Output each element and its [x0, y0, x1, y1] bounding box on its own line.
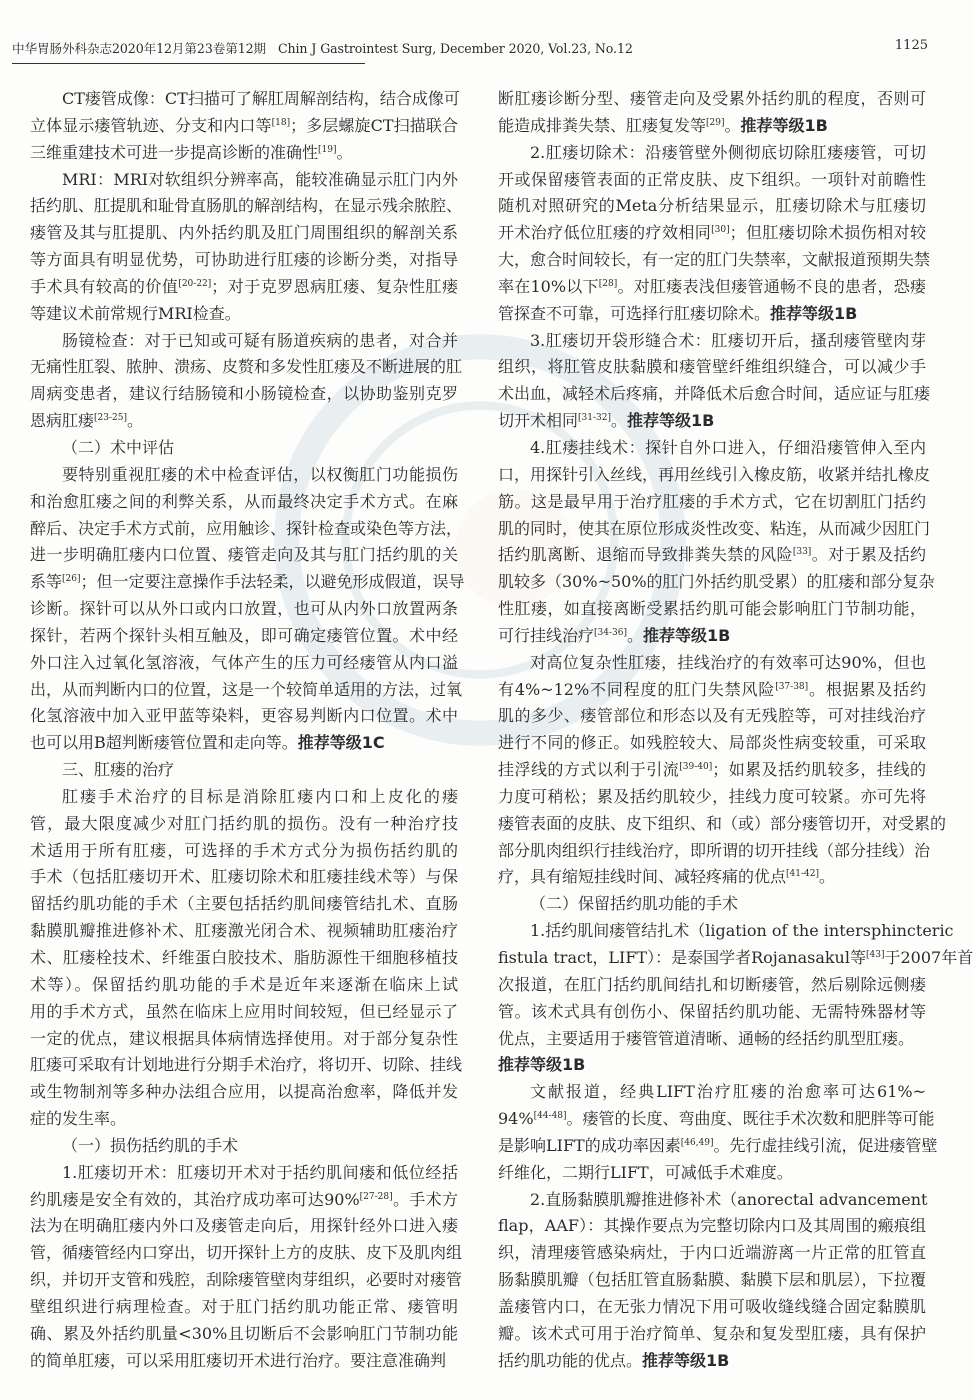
section-heading: [30, 757, 458, 784]
text-line: [30, 945, 458, 972]
citation-reference: [39-40]: [679, 762, 713, 773]
text-line: [498, 784, 926, 811]
body-text: 进行不同的修正。如残腔较大、局部炎性病变较重，可采取: [498, 733, 926, 753]
body-text: 对高位复杂性肛瘘，挂线治疗的有效率可达90%，但也: [530, 652, 926, 672]
citation-reference: [27-28]: [359, 1191, 393, 1202]
paragraph: [30, 462, 465, 757]
text-line: [30, 864, 458, 891]
body-text: CT瘘管成像：CT扫描可了解肛周解剖结构，结合成像可: [62, 89, 460, 108]
body-text: 于2007年首: [884, 948, 973, 967]
body-text: 。手术方: [392, 1189, 458, 1209]
body-text: （二）术中评估: [62, 437, 175, 457]
text-line: [30, 811, 458, 838]
text-line: [30, 1267, 463, 1294]
journal-title-cn: 中华胃肠外科杂志2020年12月第23卷第12期: [12, 41, 267, 56]
citation-reference: [29]: [706, 117, 725, 128]
body-text: 的简单肛瘘，可以采用肛瘘切开术进行治疗。要注意准确判: [30, 1350, 447, 1370]
text-line: [498, 542, 926, 569]
text-line: [30, 1321, 458, 1348]
text-line: [30, 489, 458, 516]
text-line: [498, 703, 926, 730]
citation-reference: [46,49]: [680, 1137, 714, 1148]
paragraph: [30, 167, 463, 328]
body-text: 和治愈肛瘘之间的利弊关系，从而最终决定手术方式。在麻: [30, 491, 458, 511]
body-text: 周病变患者，建议行结肠镜和小肠镜检查，以协助鉴别克罗: [30, 384, 458, 404]
body-text: 织，并切开支管和残腔，刮除瘘管壁肉芽组织，必要时对瘘管: [30, 1270, 463, 1290]
recommendation-grade: 推荐等级1B: [498, 1055, 586, 1075]
body-text: 94%: [498, 1109, 534, 1129]
text-line: [498, 677, 926, 704]
body-text: 。根据累及括约: [808, 679, 926, 699]
paragraph: [30, 86, 458, 167]
section-heading: [30, 435, 458, 462]
body-text: 用的手术方式，虽然在临床上应用时间较短，但已经显示了: [30, 1001, 458, 1021]
text-line: [498, 167, 926, 194]
text-line: [30, 677, 463, 704]
body-text: 疗，具有缩短挂线时间、减轻疼痛的优点: [498, 867, 787, 887]
text-line: [30, 381, 458, 408]
text-line: [30, 1187, 458, 1214]
text-line: [30, 1160, 458, 1187]
body-text: 可行挂线治疗: [498, 625, 595, 645]
text-line: [498, 596, 926, 623]
text-line: [498, 1240, 926, 1267]
body-text: ；但肛瘘切除术损伤相对较: [729, 223, 926, 243]
body-text: 大，愈合时间较长，有一定的肛门失禁率，文献报道预期失禁: [498, 250, 931, 270]
body-text: 症的发生率。: [30, 1109, 127, 1129]
body-text: 术、肛瘘栓技术、纤维蛋白胶技术、脂肪源性干细胞移植技: [30, 948, 458, 967]
body-text: 。先行虚挂线引流，促进瘘管壁: [713, 1135, 938, 1155]
body-text: 力度可稍松；累及括约肌较少，挂线力度可较紧。亦可先将: [498, 786, 926, 806]
text-line: [30, 140, 458, 167]
body-text: 外口注入过氧化氢溶液，气体产生的压力可经瘘管从内口溢: [30, 652, 458, 672]
text-line: [30, 569, 465, 596]
paragraph: [498, 918, 973, 1052]
body-text: 。: [126, 411, 143, 431]
body-text: 约肌瘘是安全有效的，其治疗成功率可达90%: [30, 1189, 360, 1209]
body-text: 壁组织进行病理检查。对于肛门括约肌功能正常、瘘管明: [30, 1296, 458, 1316]
body-text: 术适用于所有肛瘘，可选择的手术方式分为损伤括约肌的: [30, 840, 458, 860]
text-line: [498, 1294, 926, 1321]
text-line: [30, 274, 458, 301]
body-text: 口，用探针引入丝线，再用丝线引入橡皮筋，收紧并结扎橡皮: [498, 464, 931, 484]
body-text: 1.肛瘘切开术：肛瘘切开术对于括约肌间瘘和低位经括: [62, 1162, 458, 1182]
body-text: 系等: [30, 572, 63, 592]
text-line: [498, 247, 931, 274]
body-text: 。对肛瘘表浅但瘘管通畅不良的患者，恐瘘: [617, 276, 926, 296]
paragraph: [30, 328, 463, 435]
text-line: [30, 999, 458, 1026]
body-text: 率在10%以下: [498, 276, 599, 296]
citation-reference: [34-36]: [594, 627, 627, 638]
body-text: ；但一定要注意操作手法轻柔，以避免形成假道，误导: [80, 572, 465, 592]
text-line: [498, 354, 926, 381]
text-line: [30, 167, 458, 194]
body-text: MRI：MRI对软组织分辨率高，能较准确显示肛门内外: [62, 169, 458, 189]
recommendation-grade: 推荐等级1B: [770, 303, 858, 323]
body-text: 术出血，减轻术后疼痛，并降低术后愈合时间，适应证与肛瘘: [498, 384, 931, 404]
body-text: 开术治疗低位肛瘘的疗效相同: [498, 223, 712, 243]
text-line: [498, 408, 926, 435]
text-line: [498, 1079, 926, 1106]
text-line: [498, 1267, 926, 1294]
body-text: 2.直肠黏膜肌瓣推进修补术（anorectal advancement: [530, 1189, 928, 1209]
body-text: 探针，若两个探针头相互触及，即可确定瘘管位置。术中经: [30, 625, 458, 645]
section-heading: [30, 1133, 458, 1160]
text-line: [498, 274, 926, 301]
text-line: [30, 86, 458, 113]
body-text: 切开术相同: [498, 411, 579, 431]
body-text: 肛瘘可采取有计划地进行分期手术治疗，将切开、切除、挂线: [30, 1055, 463, 1075]
body-text: ；对于克罗恩病肛瘘、复杂性肛瘘: [211, 276, 458, 296]
journal-title-en: Chin J Gastrointest Surg, December 2020, Vol.23, No.12: [277, 41, 633, 56]
paragraph: [30, 784, 463, 1133]
text-line: [498, 1133, 938, 1160]
text-line: [30, 301, 458, 328]
text-line: [30, 1240, 463, 1267]
paragraph: [30, 1160, 463, 1375]
body-text: 等方面具有明显优势，可协助进行肛瘘的诊断分类，对指导: [30, 250, 458, 270]
text-line: [30, 918, 458, 945]
body-text: 要特别重视肛瘘的术中检查评估，以权衡肛门功能损伤: [62, 464, 458, 484]
text-line: [498, 1321, 926, 1348]
paragraph: [498, 86, 926, 140]
body-text: 醉后、决定手术方式前，应用触诊、探针检查或染色等方法，: [30, 518, 463, 538]
text-line: [498, 1348, 926, 1375]
body-text: 织，清理瘘管感染病灶，于内口近端游离一片正常的肛管直: [498, 1243, 926, 1263]
citation-reference: [44-48]: [533, 1111, 567, 1122]
body-text: 。: [610, 411, 627, 431]
body-text: 确、累及外括约肌量<30%且切断后不会影响肛门节制功能: [30, 1323, 458, 1343]
text-line: [30, 972, 458, 999]
paragraph: [498, 1079, 938, 1186]
body-text: 化氢溶液中加入亚甲蓝等染料，更容易判断内口位置。术中: [30, 706, 458, 726]
body-text: 能造成排粪失禁、肛瘘复发等: [498, 115, 707, 135]
body-text: 进一步明确肛瘘内口位置、瘘管走向及其与肛门括约肌的关: [30, 545, 458, 565]
text-line: [30, 838, 458, 865]
text-line: [498, 113, 926, 140]
body-text: 文献报道，经典LIFT治疗肛瘘的治愈率可达61%~: [530, 1082, 926, 1102]
text-line: [498, 623, 926, 650]
citation-reference: [30]: [711, 225, 730, 236]
text-line: [498, 489, 926, 516]
right-column: [498, 86, 973, 1375]
citation-reference: [43]: [865, 950, 885, 960]
body-text: （一）损伤括约肌的手术: [62, 1135, 239, 1155]
text-line: [30, 891, 458, 918]
text-line: [30, 757, 458, 784]
body-text: 部分肌肉组织行挂线治疗，即所谓的切开挂线（部分挂线）治: [498, 840, 931, 860]
body-text: 诊断。探针可以从外口或内口放置，也可从内外口放置两条: [30, 599, 458, 619]
text-line: [30, 596, 458, 623]
citation-reference: [26]: [62, 574, 81, 585]
body-text: 肌的同时，使其在原位形成炎性改变、粘连，从而减少因肛门: [498, 518, 931, 538]
text-line: [30, 462, 458, 489]
body-text: 无痛性肛裂、脓肿、溃疡、皮赘和多发性肛瘘及不断进展的肛: [30, 357, 463, 377]
text-line: [30, 623, 458, 650]
body-text: 或生物制剂等多种办法组合应用，以提高治愈率，降低并发: [30, 1082, 458, 1102]
text-line: [498, 1106, 935, 1133]
body-text: 术等）。保留括约肌功能的手术是近年来逐渐在临床上试: [30, 974, 458, 994]
text-line: [30, 1294, 458, 1321]
paragraph: [498, 328, 931, 435]
body-text: 瓣。该术式可用于治疗简单、复杂和复发型肛瘘，具有保护: [498, 1323, 926, 1343]
text-line: [30, 113, 458, 140]
body-text: 三、肛瘘的治疗: [62, 760, 175, 780]
body-text: 。: [336, 142, 353, 162]
body-text: 三维重建技术可进一步提高诊断的准确性: [30, 142, 319, 162]
text-line: [30, 193, 463, 220]
body-text: 。对于累及括约: [811, 545, 926, 565]
body-text: 管探查不可靠，可选择行肛瘘切除术。: [498, 303, 771, 323]
text-line: [498, 891, 926, 918]
text-line: [498, 462, 931, 489]
body-text: 法为在明确肛瘘内外口及瘘管走向后，用探针经外口进入瘘: [30, 1216, 458, 1236]
body-text: 1.括约肌间瘘管结扎术（ligation of the intersphincteric: [530, 921, 954, 941]
running-head: [12, 38, 633, 64]
citation-reference: [20-22]: [178, 278, 212, 289]
recommendation-grade: 推荐等级1B: [643, 625, 731, 645]
text-line: [498, 193, 926, 220]
body-text: 留括约肌功能的手术（主要包括括约肌间瘘管结扎术、直肠: [30, 894, 458, 914]
body-text: 筋。这是最早用于治疗肛瘘的手术方式，它在切割肛门括约: [498, 491, 926, 511]
recommendation-grade: 推荐等级1B: [740, 115, 828, 135]
body-text: 管，最大限度减少对肛门括约肌的损伤。没有一种治疗技: [30, 813, 458, 833]
body-text: 是影响LIFT的成功率因素: [498, 1135, 681, 1155]
text-line: [498, 435, 926, 462]
body-text: 也可以用B超判断瘘管位置和走向等。: [30, 733, 298, 753]
body-text: 瘘管表面的皮肤、皮下组织、和（或）部分瘘管切开，对受累的: [498, 813, 947, 833]
body-text: 次报道，在肛门括约肌间结扎和切断瘘管，然后剔除远侧瘘: [498, 974, 926, 994]
citation-reference: [33]: [792, 547, 812, 558]
text-line: [30, 1106, 458, 1133]
body-text: 2.肛瘘切除术：沿瘘管壁外侧彻底切除肛瘘瘘管，可切: [530, 142, 926, 162]
recommendation-grade: 推荐等级1B: [627, 411, 715, 431]
citation-reference: [18]: [271, 117, 291, 128]
body-text: 括约肌功能的优点。: [498, 1350, 643, 1370]
text-line: [498, 757, 926, 784]
body-text: 。瘘管的长度、弯曲度、既往手术次数和肥胖等可能: [566, 1109, 935, 1129]
text-line: [30, 328, 458, 355]
text-line: [498, 1052, 926, 1079]
body-text: 等建议术前常规行MRI检查。: [30, 303, 241, 323]
body-text: flap，AAF）：其操作要点为完整切除内口及其周围的瘢痕组: [498, 1216, 926, 1236]
text-line: [30, 703, 458, 730]
paragraph: [498, 1187, 926, 1375]
body-text: 3.肛瘘切开袋形缝合术：肛瘘切开后，搔刮瘘管壁肉芽: [530, 330, 926, 350]
text-line: [498, 811, 947, 838]
citation-reference: [37-38]: [775, 681, 809, 692]
text-line: [30, 1079, 458, 1106]
text-line: [30, 650, 458, 677]
left-column: [30, 86, 465, 1375]
text-line: [498, 1160, 926, 1187]
body-text: 肠黏膜肌瓣（包括肛管直肠黏膜、黏膜下层和肌层），下拉覆: [498, 1270, 926, 1290]
text-line: [30, 542, 458, 569]
text-line: [498, 381, 931, 408]
text-line: [498, 301, 926, 328]
body-text: 立体显示瘘管轨迹、分支和内口等: [30, 115, 272, 135]
body-text: ；如累及括约肌较多，挂线的: [712, 760, 926, 780]
text-line: [498, 838, 931, 865]
body-text: 。: [724, 115, 741, 135]
text-line: [498, 650, 926, 677]
text-line: [30, 1026, 458, 1053]
text-line: [498, 569, 935, 596]
citation-reference: [28]: [598, 278, 618, 289]
body-text: 恩病肛瘘: [30, 411, 95, 431]
body-text: 肌较多（30%~50%的肛门外括约肌受累）的肛瘘和部分复杂: [498, 572, 935, 592]
text-line: [30, 354, 463, 381]
body-text: 断肛瘘诊断分型、瘘管走向及受累外括约肌的程度，否则可: [498, 89, 926, 108]
text-line: [498, 1213, 926, 1240]
text-line: [498, 999, 926, 1026]
paragraph: [498, 140, 931, 328]
text-line: [30, 1348, 458, 1375]
body-text: 管，循瘘管经内口穿出，切开探针上方的皮肤、皮下及肌肉组: [30, 1243, 463, 1263]
body-text: 瘘管及其与肛提肌、内外括约肌及肛门周围组织的解剖关系: [30, 223, 458, 243]
body-text: 肠镜检查：对于已知或可疑有肠道疾病的患者，对合并: [62, 330, 458, 350]
body-text: fistula tract，LIFT）：是泰国学者Rojanasakul等: [498, 948, 866, 967]
body-text: （二）保留括约肌功能的手术: [530, 894, 739, 914]
body-text: 。: [626, 625, 643, 645]
paragraph: [498, 650, 947, 892]
text-line: [30, 730, 458, 757]
body-text: 。: [818, 867, 835, 887]
body-text: 挂浮线的方式以利于引流: [498, 760, 680, 780]
body-text: 一定的优点，建议根据具体病情选择使用。对于部分复杂性: [30, 1028, 458, 1048]
text-line: [30, 1052, 463, 1079]
body-text: 优点，主要适用于瘘管管道清晰、通畅的经括约肌型肛瘘。: [498, 1028, 915, 1048]
body-text: 纤维化，二期行LIFT，可减低手术难度。: [498, 1162, 793, 1182]
text-line: [30, 516, 463, 543]
text-line: [30, 408, 458, 435]
text-line: [30, 435, 458, 462]
recommendation-grade: 推荐等级1B: [642, 1350, 730, 1370]
text-line: [30, 247, 458, 274]
body-text: 肛瘘手术治疗的目标是消除肛瘘内口和上皮化的瘘: [62, 786, 458, 806]
text-line: [30, 220, 458, 247]
page-number: 1125: [894, 38, 928, 53]
recommendation-grade: 推荐等级1C: [297, 733, 385, 753]
text-line: [498, 220, 926, 247]
body-text: ；多层螺旋CT扫描联合: [290, 115, 458, 135]
citation-reference: [31-32]: [578, 413, 611, 424]
body-text: 有4%~12%不同程度的肛门失禁风险: [498, 679, 776, 699]
section-heading: [498, 891, 926, 918]
text-line: [498, 516, 931, 543]
body-text: 组织，将肛管皮肤黏膜和瘘管壁纤维组织缝合，可以减少手: [498, 357, 926, 377]
text-line: [498, 140, 926, 167]
body-text: 括约肌离断、退缩而导致排粪失禁的风险: [498, 545, 793, 565]
text-line: [498, 328, 926, 355]
text-line: [498, 972, 926, 999]
text-line: [498, 86, 926, 113]
citation-reference: [41-42]: [786, 869, 819, 880]
body-text: 括约肌、肛提肌和耻骨直肠肌的解剖结构，在显示残余脓腔、: [30, 196, 463, 216]
body-text: 手术（包括肛瘘切开术、肛瘘切除术和肛瘘挂线术等）与保: [30, 867, 458, 887]
text-line: [498, 918, 954, 945]
body-text: 4.肛瘘挂线术：探针自外口进入，仔细沿瘘管伸入至内: [530, 437, 926, 457]
citation-reference: [19]: [318, 144, 337, 155]
text-line: [30, 784, 458, 811]
paragraph: [498, 435, 935, 650]
body-text: 随机对照研究的Meta分析结果显示，肛瘘切除术与肛瘘切: [498, 196, 926, 216]
body-text: 肌的多少、瘘管部位和形态以及有无残腔等，可对挂线治疗: [498, 706, 926, 726]
body-text: 黏膜肌瓣推进修补术、肛瘘激光闭合术、视频辅助肛瘘治疗: [30, 921, 458, 941]
body-text: 手术具有较高的价值: [30, 276, 179, 296]
paragraph: [498, 1052, 926, 1079]
body-text: 管。该术式具有创伤小、保留括约肌功能、无需特殊器材等: [498, 1001, 926, 1021]
body-text: 盖瘘管内口，在无张力情况下用可吸收缝线缝合固定黏膜肌: [498, 1296, 926, 1316]
text-line: [498, 1187, 926, 1214]
text-line: [498, 730, 926, 757]
citation-reference: [23-25]: [94, 413, 127, 424]
text-line: [30, 1133, 458, 1160]
text-line: [498, 864, 926, 891]
body-text: 出，从而判断内口的位置，这是一个较简单适用的方法，过氧: [30, 679, 463, 699]
text-line: [498, 945, 973, 972]
text-line: [498, 1026, 926, 1053]
text-line: [30, 1213, 458, 1240]
body-text: 性肛瘘，如直接离断受累括约肌可能会影响肛门节制功能，: [498, 599, 926, 619]
body-text: 开或保留瘘管表面的正常皮肤、皮下组织。一项针对前瞻性: [498, 169, 926, 189]
